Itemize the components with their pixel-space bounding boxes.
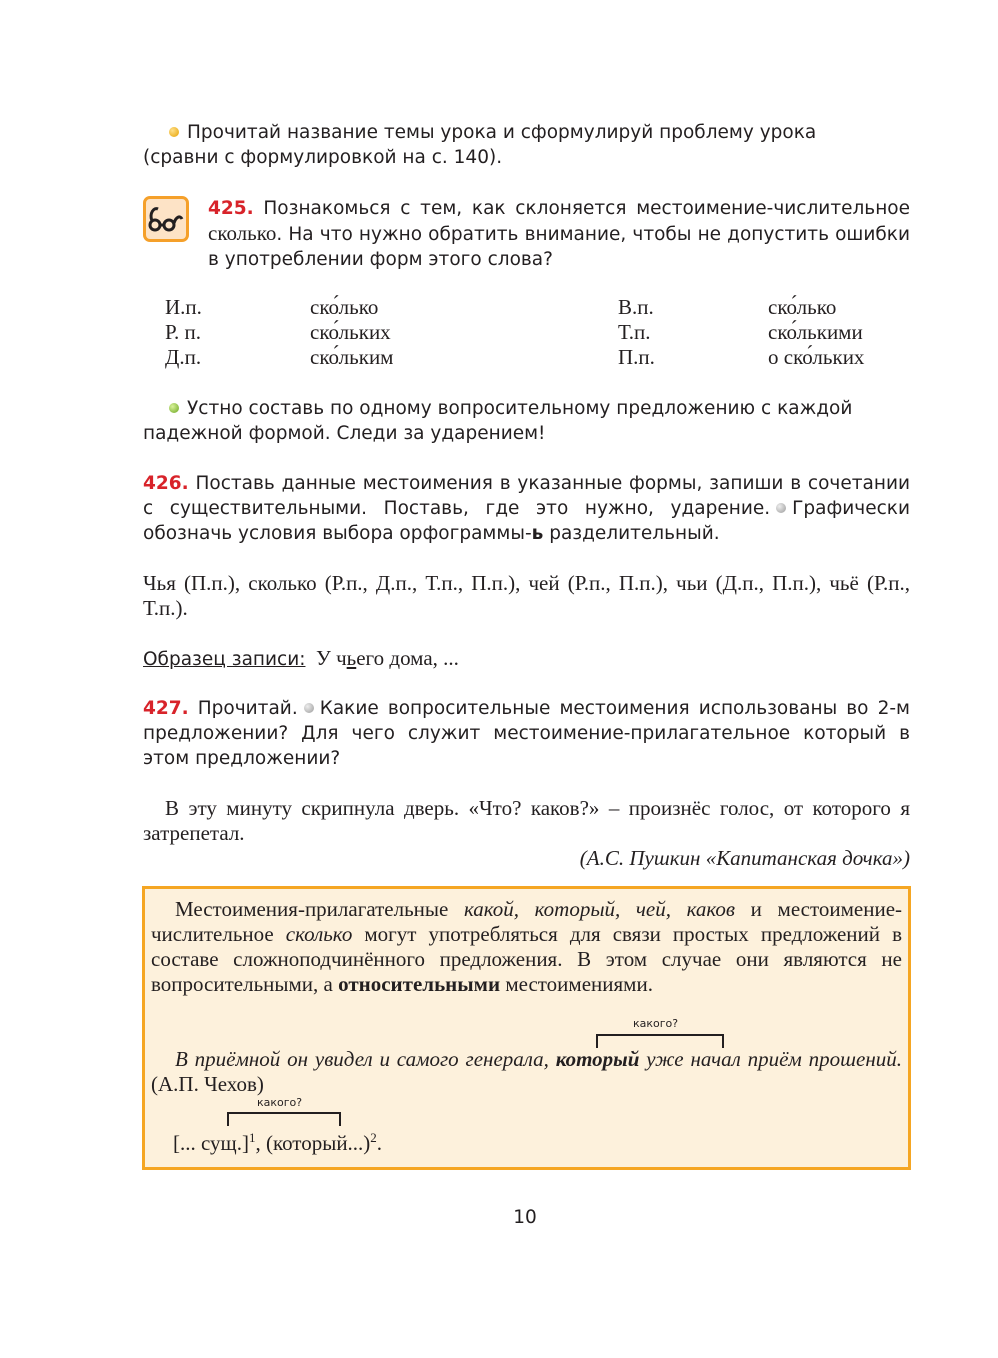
bullet-icon: [169, 403, 179, 413]
page-number: 10: [513, 1207, 537, 1228]
exercise-426: 426. Поставь данные местоимения в указанные формы, запиши в сочетании с существительными. Поставь, где это нужно, ударение. Графически обозначь условия выбора орфограммы-ь разделительный.: [143, 473, 910, 544]
intro-task: Прочитай название темы урока и сформулируй проблему урока (сравни с формулировкой на с. 140).: [143, 122, 817, 168]
rule-example: В приёмной он увидел и самого генерала, который уже начал приём прошений. (А.П. Чехов): [151, 1047, 902, 1096]
rule-text: Местоимения-прилагательные какой, который, чей, каков и местоимение-числительное сколько могут употребляться для связи простых предложений в составе сложноподчинённого предложения. В этом случае они являются не вопросительными, а относительными местоимениями.: [151, 897, 903, 996]
scheme: [... сущ.]$^1$, (который...)$^2$.: [173, 1130, 383, 1155]
glasses-icon: [143, 196, 189, 242]
bullet-icon: [776, 503, 786, 513]
exercise-426-items: Чья (П.п.), сколько (Р.п., Д.п., Т.п., П.п.), чей (Р.п., П.п.), чьи (Д.п., П.п.), чьё (Р.п., Т.п.).: [143, 571, 910, 620]
forms-right: ско́лько ско́лькими о ско́льких: [768, 295, 865, 369]
arrow-icon: [596, 1034, 724, 1048]
cases-right: В.п. Т.п. П.п.: [618, 295, 655, 369]
forms-left: ско́лько ско́льких ско́льким: [310, 295, 394, 369]
question-label: какого?: [633, 1017, 679, 1030]
exercise-425: 425. Познакомься с тем, как склоняется местоимение-числительное сколько. На что нужно обратить внимание, чтобы не допустить ошибки в употреблении форм этого слова?: [208, 198, 910, 270]
arrow-icon: [227, 1112, 341, 1126]
bullet-icon: [304, 703, 314, 713]
oral-task: Устно составь по одному вопросительному предложению с каждой падежной формой. Следи за ударением!: [143, 398, 853, 444]
cases-left: И.п. Р. п. Д.п.: [165, 295, 202, 369]
rule-box: [142, 886, 911, 1170]
exercise-427: 427. Прочитай. Какие вопросительные местоимения использованы во 2-м предложении? Для чего служит местоимение-прилагательное который в этом предложении?: [143, 698, 910, 769]
sample: Образец записи: У чьего дома, ...: [143, 646, 459, 670]
quote: В эту минуту скрипнула дверь. «Что? каков?» – произнёс голос, от которого я затрепетал.: [143, 796, 910, 845]
bullet-icon: [169, 127, 179, 137]
question-label: какого?: [257, 1096, 303, 1109]
quote-source: (А.С. Пушкин «Капитанская дочка»): [579, 846, 910, 870]
